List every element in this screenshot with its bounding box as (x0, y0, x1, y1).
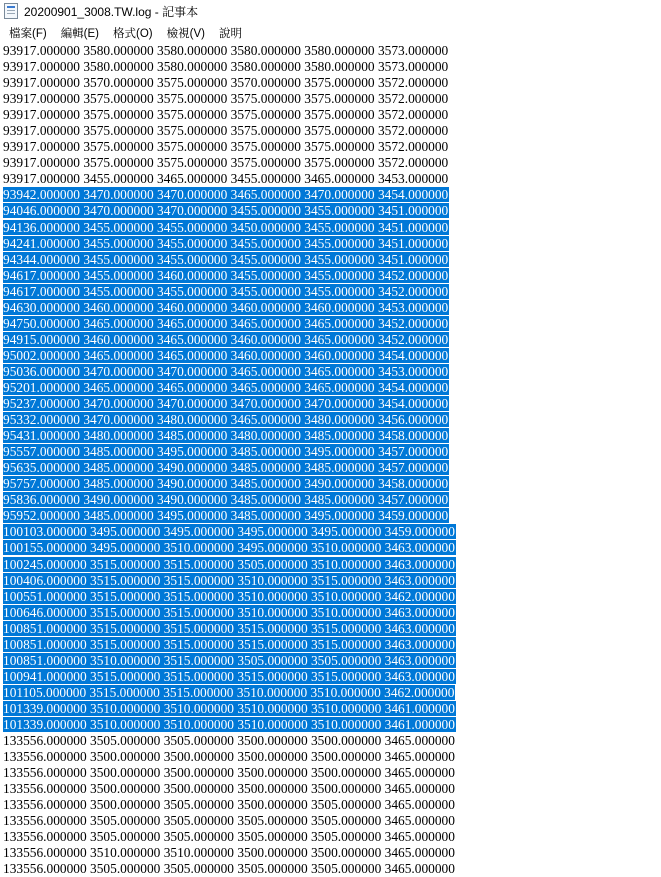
line-text: 133556.000000 3510.000000 3510.000000 3500.000000 3500.000000 3465.000000 (3, 845, 455, 861)
menu-format[interactable]: 格式(O) (113, 27, 153, 40)
selected-text-line[interactable] (0, 268, 661, 284)
line-text: 101105.000000 3515.000000 3515.000000 3510.000000 3510.000000 3462.000000 (3, 684, 455, 700)
line-text: 94136.000000 3455.000000 3455.000000 3450.000000 3455.000000 3451.000000 (3, 219, 449, 235)
line-text: 95237.000000 3470.000000 3470.000000 3470.000000 3470.000000 3454.000000 (3, 396, 449, 412)
line-text: 93917.000000 3580.000000 3580.000000 3580.000000 3580.000000 3573.000000 (3, 43, 449, 58)
selected-text-line[interactable] (0, 621, 661, 637)
selected-text-line[interactable] (0, 669, 661, 685)
selected-text-line[interactable] (0, 332, 661, 348)
line-text: 93917.000000 3575.000000 3575.000000 3575.000000 3575.000000 3572.000000 (3, 123, 449, 139)
line-text: 93917.000000 3580.000000 3580.000000 3580.000000 3580.000000 3573.000000 (3, 59, 449, 75)
text-line[interactable] (0, 123, 661, 139)
selected-text-line[interactable] (0, 284, 661, 300)
text-line[interactable] (0, 813, 661, 829)
line-text: 94630.000000 3460.000000 3460.000000 3460.000000 3460.000000 3453.000000 (3, 299, 449, 315)
selected-text-line[interactable] (0, 460, 661, 476)
selected-text-line[interactable] (0, 396, 661, 412)
selected-text-line[interactable] (0, 701, 661, 717)
line-text: 94046.000000 3470.000000 3470.000000 3455.000000 3455.000000 3451.000000 (3, 203, 449, 219)
line-text: 100646.000000 3515.000000 3515.000000 3510.000000 3510.000000 3463.000000 (3, 604, 455, 620)
text-line[interactable] (0, 845, 661, 861)
text-line[interactable] (0, 797, 661, 813)
line-text: 93917.000000 3570.000000 3575.000000 3570.000000 3575.000000 3572.000000 (3, 75, 449, 91)
text-line[interactable] (0, 781, 661, 797)
selected-text-line[interactable] (0, 444, 661, 460)
line-text: 133556.000000 3505.000000 3505.000000 3500.000000 3500.000000 3465.000000 (3, 733, 455, 749)
text-line[interactable] (0, 75, 661, 91)
selected-text-line[interactable] (0, 557, 661, 573)
menu-view[interactable]: 檢視(V) (166, 27, 205, 40)
text-line[interactable] (0, 139, 661, 155)
menu-file[interactable]: 檔案(F) (9, 27, 47, 40)
text-line[interactable] (0, 861, 661, 877)
line-text: 93917.000000 3575.000000 3575.000000 3575.000000 3575.000000 3572.000000 (3, 91, 449, 107)
line-text: 94915.000000 3460.000000 3465.000000 3460.000000 3465.000000 3452.000000 (3, 331, 449, 347)
notepad-icon (4, 3, 18, 19)
line-text: 100851.000000 3515.000000 3515.000000 3515.000000 3515.000000 3463.000000 (3, 620, 455, 636)
selected-text-line[interactable] (0, 685, 661, 701)
line-text: 133556.000000 3500.000000 3500.000000 3500.000000 3500.000000 3465.000000 (3, 781, 455, 797)
text-line[interactable] (0, 43, 661, 59)
selected-text-line[interactable] (0, 236, 661, 252)
menu-help[interactable]: 說明 (218, 27, 242, 40)
selected-text-line[interactable] (0, 508, 661, 524)
selected-text-line[interactable] (0, 637, 661, 653)
selected-text-line[interactable] (0, 476, 661, 492)
menu-edit[interactable]: 編輯(E) (60, 27, 100, 40)
line-text: 93917.000000 3455.000000 3465.000000 3455.000000 3465.000000 3453.000000 (3, 171, 449, 187)
line-text: 100941.000000 3515.000000 3515.000000 3515.000000 3515.000000 3463.000000 (3, 668, 455, 684)
text-line[interactable] (0, 829, 661, 845)
line-text: 95431.000000 3480.000000 3485.000000 3480.000000 3485.000000 3458.000000 (3, 428, 449, 444)
text-line[interactable] (0, 733, 661, 749)
line-text: 133556.000000 3505.000000 3505.000000 3505.000000 3505.000000 3465.000000 (3, 813, 455, 829)
selected-text-line[interactable] (0, 203, 661, 219)
line-text: 94617.000000 3455.000000 3455.000000 3455.000000 3455.000000 3452.000000 (3, 283, 449, 299)
selected-text-line[interactable] (0, 589, 661, 605)
line-text: 100851.000000 3515.000000 3515.000000 3515.000000 3515.000000 3463.000000 (3, 636, 455, 652)
line-text: 95002.000000 3465.000000 3465.000000 3460.000000 3460.000000 3454.000000 (3, 347, 449, 363)
selected-text-line[interactable] (0, 187, 661, 203)
line-text: 94750.000000 3465.000000 3465.000000 3465.000000 3465.000000 3452.000000 (3, 315, 449, 331)
line-text: 133556.000000 3500.000000 3505.000000 3500.000000 3505.000000 3465.000000 (3, 797, 455, 813)
selected-text-line[interactable] (0, 540, 661, 556)
selected-text-line[interactable] (0, 252, 661, 268)
line-text: 100551.000000 3515.000000 3515.000000 3510.000000 3510.000000 3462.000000 (3, 588, 455, 604)
selected-text-line[interactable] (0, 380, 661, 396)
selected-text-line[interactable] (0, 316, 661, 332)
line-text: 133556.000000 3500.000000 3500.000000 3500.000000 3500.000000 3465.000000 (3, 765, 455, 781)
line-text: 95952.000000 3485.000000 3495.000000 3485.000000 3495.000000 3459.000000 (3, 508, 449, 524)
line-text: 94241.000000 3455.000000 3455.000000 3455.000000 3455.000000 3451.000000 (3, 235, 449, 251)
line-text: 100406.000000 3515.000000 3515.000000 3510.000000 3515.000000 3463.000000 (3, 572, 455, 588)
line-text: 95332.000000 3470.000000 3480.000000 3465.000000 3480.000000 3456.000000 (3, 412, 449, 428)
selected-text-line[interactable] (0, 605, 661, 621)
selected-text-line[interactable] (0, 717, 661, 733)
selected-text-line[interactable] (0, 428, 661, 444)
line-text: 133556.000000 3505.000000 3505.000000 3505.000000 3505.000000 3465.000000 (3, 829, 455, 845)
text-line[interactable] (0, 107, 661, 123)
line-text: 100103.000000 3495.000000 3495.000000 3495.000000 3495.000000 3459.000000 (3, 524, 455, 540)
line-text: 101339.000000 3510.000000 3510.000000 3510.000000 3510.000000 3461.000000 (3, 716, 455, 732)
text-line[interactable] (0, 749, 661, 765)
line-text: 93942.000000 3470.000000 3470.000000 3465.000000 3470.000000 3454.000000 (3, 187, 449, 203)
text-line[interactable] (0, 91, 661, 107)
selected-text-line[interactable] (0, 653, 661, 669)
text-line[interactable] (0, 171, 661, 187)
line-text: 95557.000000 3485.000000 3495.000000 3485.000000 3495.000000 3457.000000 (3, 444, 449, 460)
text-editor[interactable] (0, 43, 661, 877)
selected-text-line[interactable] (0, 573, 661, 589)
line-text: 133556.000000 3505.000000 3505.000000 3505.000000 3505.000000 3465.000000 (3, 861, 455, 877)
line-text: 94344.000000 3455.000000 3455.000000 3455.000000 3455.000000 3451.000000 (3, 251, 449, 267)
line-text: 95201.000000 3465.000000 3465.000000 3465.000000 3465.000000 3454.000000 (3, 379, 449, 395)
line-text: 101339.000000 3510.000000 3510.000000 3510.000000 3510.000000 3461.000000 (3, 700, 455, 716)
text-line[interactable] (0, 59, 661, 75)
selected-text-line[interactable] (0, 492, 661, 508)
window-title: 20200901_3008.TW.log - 記事本 (24, 4, 199, 19)
selected-text-line[interactable] (0, 524, 661, 540)
selected-text-line[interactable] (0, 220, 661, 236)
line-text: 95836.000000 3490.000000 3490.000000 3485.000000 3485.000000 3457.000000 (3, 492, 449, 508)
title-bar[interactable] (0, 0, 661, 22)
selected-text-line[interactable] (0, 300, 661, 316)
line-text: 100245.000000 3515.000000 3515.000000 3505.000000 3510.000000 3463.000000 (3, 556, 455, 572)
selected-text-line[interactable] (0, 364, 661, 380)
line-text: 93917.000000 3575.000000 3575.000000 3575.000000 3575.000000 3572.000000 (3, 139, 449, 155)
line-text: 133556.000000 3500.000000 3500.000000 3500.000000 3500.000000 3465.000000 (3, 749, 455, 765)
line-text: 93917.000000 3575.000000 3575.000000 3575.000000 3575.000000 3572.000000 (3, 107, 449, 123)
line-text: 93917.000000 3575.000000 3575.000000 3575.000000 3575.000000 3572.000000 (3, 155, 449, 171)
line-text: 95635.000000 3485.000000 3490.000000 3485.000000 3485.000000 3457.000000 (3, 460, 449, 476)
selected-text-line[interactable] (0, 412, 661, 428)
line-text: 94617.000000 3455.000000 3460.000000 3455.000000 3455.000000 3452.000000 (3, 267, 449, 283)
menu-bar (0, 22, 661, 43)
line-text: 100851.000000 3510.000000 3515.000000 3505.000000 3505.000000 3463.000000 (3, 652, 455, 668)
text-line[interactable] (0, 155, 661, 171)
selected-text-line[interactable] (0, 348, 661, 364)
line-text: 95036.000000 3470.000000 3470.000000 3465.000000 3465.000000 3453.000000 (3, 363, 449, 379)
text-line[interactable] (0, 765, 661, 781)
line-text: 100155.000000 3495.000000 3510.000000 3495.000000 3510.000000 3463.000000 (3, 540, 455, 556)
line-text: 95757.000000 3485.000000 3490.000000 3485.000000 3490.000000 3458.000000 (3, 476, 449, 492)
